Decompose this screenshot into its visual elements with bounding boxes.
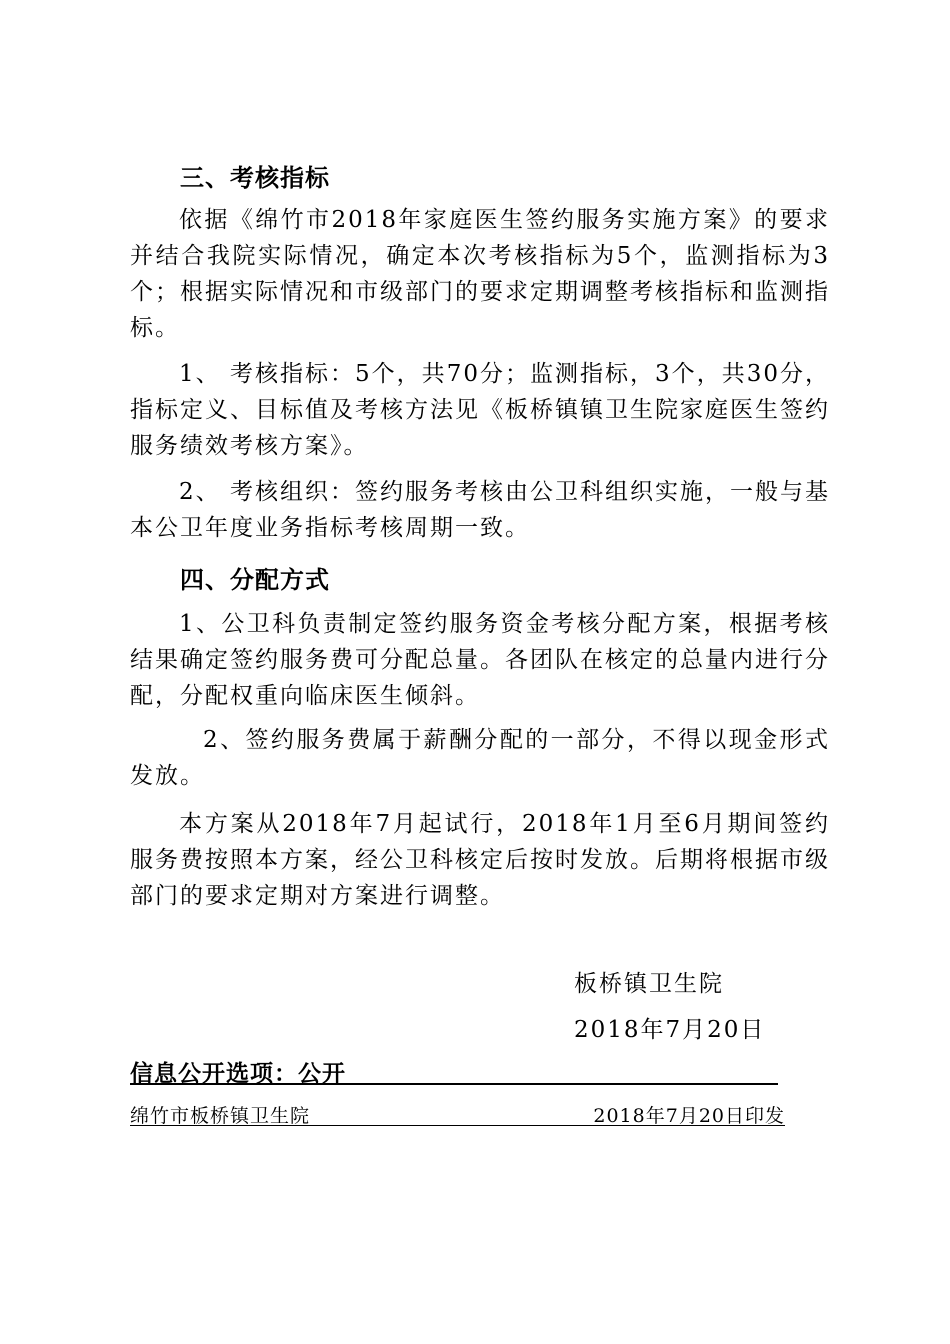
section-3-item-1: 1、 考核指标：5个，共70分；监测指标，3个，共30分，指标定义、目标值及考核方法见《板桥镇镇卫生院家庭医生签约服务绩效考核方案》。	[130, 361, 830, 459]
disclosure-line	[130, 1055, 778, 1085]
signature-date: 2018年7月20日	[574, 1017, 766, 1043]
closing-paragraph: 本方案从2018年7月起试行，2018年1月至6月期间签约服务费按照本方案，经公卫科核定后按时发放。后期将根据市级部门的要求定期对方案进行调整。	[130, 811, 830, 909]
section-4-heading: 四、分配方式	[180, 566, 330, 594]
section-3-intro: 依据《绵竹市2018年家庭医生签约服务实施方案》的要求并结合我院实际情况，确定本次考核指标为5个，监测指标为3个；根据实际情况和市级部门的要求定期调整考核指标和监测指标。	[130, 207, 830, 341]
footer-line	[130, 1101, 785, 1126]
disclosure-option: 信息公开选项：公开	[130, 1061, 346, 1087]
section-3-heading: 三、考核指标	[180, 164, 330, 192]
section-3-item-2: 2、 考核组织：签约服务考核由公卫科组织实施，一般与基本公卫年度业务指标考核周期一致。	[130, 479, 830, 541]
section-4-item-1: 1、公卫科负责制定签约服务资金考核分配方案，根据考核结果确定签约服务费可分配总量。各团队在核定的总量内进行分配，分配权重向临床医生倾斜。	[130, 611, 830, 709]
signature-organization: 板桥镇卫生院	[574, 971, 724, 997]
footer-issuer: 绵竹市板桥镇卫生院	[130, 1105, 311, 1127]
section-4-item-2: 2、签约服务费属于薪酬分配的一部分，不得以现金形式发放。	[130, 727, 830, 789]
footer-issue-date: 2018年7月20日印发	[593, 1105, 785, 1127]
